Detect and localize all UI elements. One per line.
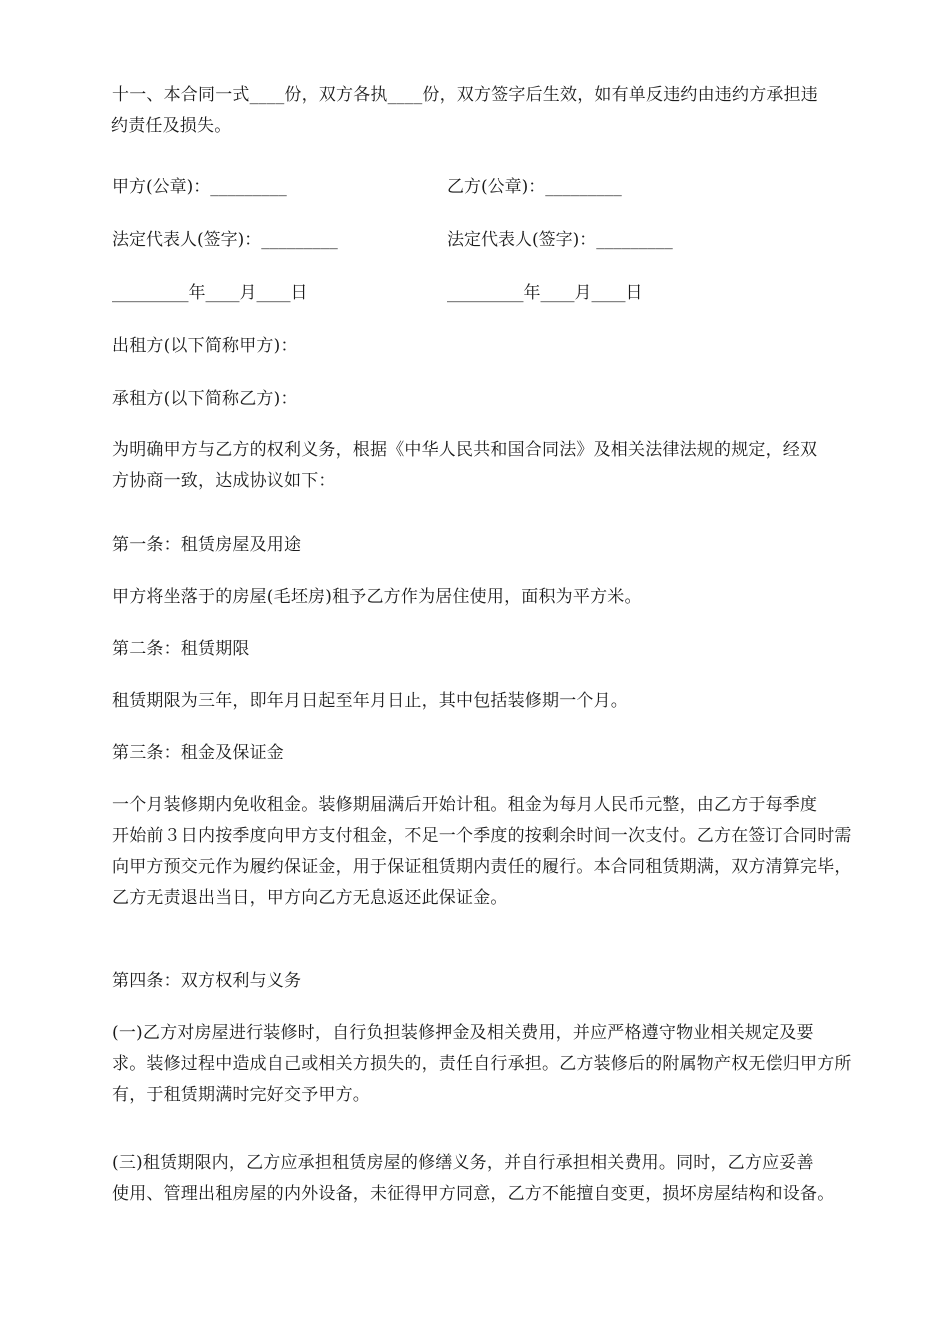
article-4-item-1-line-3: 有，于租赁期满时完好交予甲方。 [112, 1085, 370, 1105]
article-3-line-1: 一个月装修期内免收租金。装修期届满后开始计租。租金为每月人民币元整，由乙方于每季度 [112, 795, 818, 815]
article-1-body: 甲方将坐落于的房屋(毛坯房)租予乙方作为居住使用，面积为平方米。 [112, 587, 642, 607]
article-3-line-3: 向甲方预交元作为履约保证金，用于保证租赁期内责任的履行。本合同租赁期满，双方清算完毕， [112, 857, 852, 877]
party-a-date-field: _________年____月____日 [112, 283, 308, 303]
article-4-item-1-line-1: (一)乙方对房屋进行装修时，自行负担装修押金及相关费用，并应严格遵守物业相关规定及要 [112, 1023, 814, 1043]
preamble-line-2: 方协商一致，达成协议如下： [112, 471, 336, 491]
article-3-title: 第三条：租金及保证金 [112, 743, 284, 763]
clause-11-line-2: 约责任及损失。 [111, 116, 232, 136]
article-4-item-3-paragraph [112, 1148, 835, 1210]
party-b-representative-field: 法定代表人(签字)：_________ [447, 230, 673, 250]
article-4-title: 第四条：双方权利与义务 [112, 971, 302, 991]
lessee-line: 承租方(以下简称乙方)： [112, 389, 298, 409]
clause-11-paragraph [112, 80, 832, 142]
party-b-date-field: _________年____月____日 [447, 283, 643, 303]
article-1-title: 第一条：租赁房屋及用途 [112, 535, 302, 555]
lessor-line: 出租方(以下简称甲方)： [112, 336, 298, 356]
article-4-item-1-line-2: 求。装修过程中造成自己或相关方损失的，责任自行承担。乙方装修后的附属物产权无偿归甲方所 [112, 1054, 852, 1074]
article-4-item-3-line-2: 使用、管理出租房屋的内外设备，未征得甲方同意，乙方不能擅自变更，损坏房屋结构和设备。 [112, 1184, 835, 1204]
party-a-seal-field: 甲方(公章)：_________ [112, 177, 287, 197]
article-3-line-4: 乙方无责退出当日，甲方向乙方无息返还此保证金。 [112, 888, 508, 908]
clause-11-line-1: 十一、本合同一式____份，双方各执____份，双方签字后生效，如有单反违约由违约方承担违 [112, 85, 818, 105]
article-4-item-1-paragraph [112, 1018, 852, 1111]
article-3-paragraph [112, 790, 852, 914]
party-b-seal-field: 乙方(公章)：_________ [447, 177, 622, 197]
preamble-paragraph [112, 435, 832, 497]
party-a-representative-field: 法定代表人(签字)：_________ [112, 230, 338, 250]
article-4-item-3-line-1: (三)租赁期限内，乙方应承担租赁房屋的修缮义务，并自行承担相关费用。同时，乙方应妥善 [112, 1153, 814, 1173]
preamble-line-1: 为明确甲方与乙方的权利义务，根据《中华人民共和国合同法》及相关法律法规的规定，经双 [112, 440, 818, 460]
article-2-title: 第二条：租赁期限 [112, 639, 250, 659]
article-3-line-2: 开始前３日内按季度向甲方支付租金，不足一个季度的按剩余时间一次支付。乙方在签订合同时需 [112, 826, 852, 846]
article-2-body: 租赁期限为三年，即年月日起至年月日止，其中包括装修期一个月。 [112, 691, 628, 711]
